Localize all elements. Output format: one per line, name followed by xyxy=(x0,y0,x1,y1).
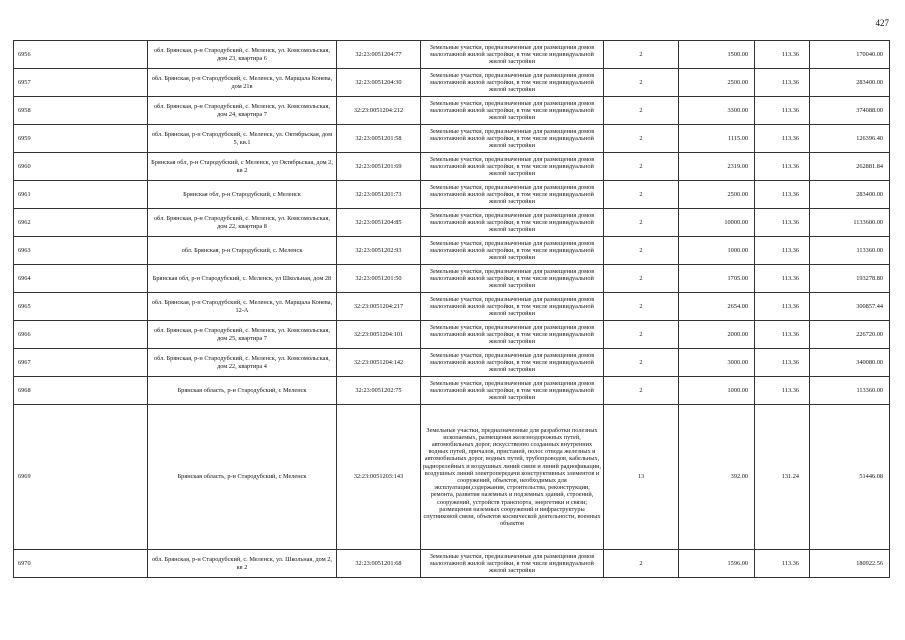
row-address: обл. Брянская, р-н Стародубский, с. Меленск, ул. Комсомольская, дом 25, квартира 7 xyxy=(148,321,337,349)
row-cadastral-value: 262881.84 xyxy=(810,153,890,181)
row-area: 2000.00 xyxy=(679,321,755,349)
row-cadastral-number: 32:23:0051204:85 xyxy=(337,209,421,237)
row-rate: 113.36 xyxy=(755,265,810,293)
table-row xyxy=(14,153,890,181)
row-number: 6956 xyxy=(14,41,148,69)
row-number: 6958 xyxy=(14,97,148,125)
row-address: Брянская обл, р-н Стародубский, с Меленск, ул Октябрьская, дом 2, кв 2 xyxy=(148,153,337,181)
row-address: Брянская обл, р-н Стародубский, с Меленск xyxy=(148,181,337,209)
row-cadastral-value: 126396.40 xyxy=(810,125,890,153)
row-land-use: Земельные участки, предназначенные для размещения домов малоэтажной жилой застройки, в том числе индивидуальной жилой застройки xyxy=(421,377,604,405)
table-row xyxy=(14,209,890,237)
row-cadastral-number: 32:23:0051201:69 xyxy=(337,153,421,181)
row-area: 2654.00 xyxy=(679,293,755,321)
row-rate: 113.36 xyxy=(755,181,810,209)
row-rate: 113.36 xyxy=(755,377,810,405)
row-cadastral-number: 32:23:0051201:50 xyxy=(337,265,421,293)
row-cadastral-value: 300857.44 xyxy=(810,293,890,321)
row-area: 1000.00 xyxy=(679,377,755,405)
row-number: 6969 xyxy=(14,405,148,550)
row-number: 6957 xyxy=(14,69,148,97)
row-group: 2 xyxy=(604,349,679,377)
row-address: обл. Брянская, р-н Стародубский, с. Меленск, ул. Октябрьская, дом 5, кв.1 xyxy=(148,125,337,153)
row-group: 2 xyxy=(604,550,679,578)
table-row xyxy=(14,125,890,153)
row-cadastral-number: 32:23:0051203:143 xyxy=(337,405,421,550)
table-row xyxy=(14,237,890,265)
row-land-use: Земельные участки, предназначенные для размещения домов малоэтажной жилой застройки, в том числе индивидуальной жилой застройки xyxy=(421,349,604,377)
row-cadastral-value: 226720.00 xyxy=(810,321,890,349)
row-address: Брянская обл, р-н Стародубский, с. Меленск, ул Школьная, дом 28 xyxy=(148,265,337,293)
row-land-use: Земельные участки, предназначенные для размещения домов малоэтажной жилой застройки, в том числе индивидуальной жилой застройки xyxy=(421,321,604,349)
row-cadastral-number: 32:23:0051204:142 xyxy=(337,349,421,377)
row-group: 2 xyxy=(604,69,679,97)
row-area: 1705.00 xyxy=(679,265,755,293)
row-area: 392.00 xyxy=(679,405,755,550)
row-cadastral-value: 193278.80 xyxy=(810,265,890,293)
row-number: 6968 xyxy=(14,377,148,405)
row-land-use: Земельные участки, предназначенные для размещения домов малоэтажной жилой застройки, в том числе индивидуальной жилой застройки xyxy=(421,265,604,293)
row-group: 13 xyxy=(604,405,679,550)
row-cadastral-value: 51446.08 xyxy=(810,405,890,550)
row-group: 2 xyxy=(604,181,679,209)
row-area: 2500.00 xyxy=(679,181,755,209)
table-row xyxy=(14,550,890,578)
row-cadastral-value: 283400.00 xyxy=(810,69,890,97)
row-cadastral-number: 32:23:0051202:75 xyxy=(337,377,421,405)
row-rate: 113.36 xyxy=(755,293,810,321)
row-rate: 113.36 xyxy=(755,153,810,181)
row-address: обл. Брянская, р-н Стародубский, с. Меленск, ул. Комсомольская, дом 23, квартира 6 xyxy=(148,41,337,69)
table-row xyxy=(14,293,890,321)
row-number: 6963 xyxy=(14,237,148,265)
row-area: 2500.00 xyxy=(679,69,755,97)
row-rate: 113.36 xyxy=(755,321,810,349)
row-rate: 113.36 xyxy=(755,209,810,237)
row-address: обл. Брянская, р-н Стародубский, с. Меленск xyxy=(148,237,337,265)
row-group: 2 xyxy=(604,265,679,293)
row-group: 2 xyxy=(604,321,679,349)
row-rate: 113.36 xyxy=(755,349,810,377)
row-area: 1115.00 xyxy=(679,125,755,153)
row-cadastral-value: 283400.00 xyxy=(810,181,890,209)
row-rate: 113.36 xyxy=(755,97,810,125)
row-rate: 113.36 xyxy=(755,69,810,97)
row-address: обл. Брянская, р-н Стародубский, с. Меленск, ул. Комсомольская, дом 24, квартира 7 xyxy=(148,97,337,125)
row-address: обл. Брянская, р-н Стародубский, с. Меленск, ул. Школьная, дом 2, кв 2 xyxy=(148,550,337,578)
row-land-use: Земельные участки, предназначенные для размещения домов малоэтажной жилой застройки, в том числе индивидуальной жилой застройки xyxy=(421,550,604,578)
row-rate: 131.24 xyxy=(755,405,810,550)
row-cadastral-number: 32:23:0051204:101 xyxy=(337,321,421,349)
row-cadastral-number: 32:23:0051204:30 xyxy=(337,69,421,97)
row-cadastral-value: 113360.00 xyxy=(810,237,890,265)
row-cadastral-number: 32:23:0051204:77 xyxy=(337,41,421,69)
row-number: 6964 xyxy=(14,265,148,293)
row-rate: 113.36 xyxy=(755,125,810,153)
row-address: обл. Брянская, р-н Стародубский, с. Меленск, ул. Комсомольская, дом 22, квартира 4 xyxy=(148,349,337,377)
table-row xyxy=(14,41,890,69)
row-cadastral-value: 113360.00 xyxy=(810,377,890,405)
row-rate: 113.36 xyxy=(755,550,810,578)
table-row xyxy=(14,97,890,125)
row-cadastral-value: 374088.00 xyxy=(810,97,890,125)
row-cadastral-value: 340080.00 xyxy=(810,349,890,377)
row-land-use: Земельные участки, предназначенные для размещения домов малоэтажной жилой застройки, в том числе индивидуальной жилой застройки xyxy=(421,125,604,153)
row-cadastral-number: 32:23:0051201:58 xyxy=(337,125,421,153)
row-cadastral-value: 170040.00 xyxy=(810,41,890,69)
row-cadastral-number: 32:23:0051201:73 xyxy=(337,181,421,209)
table-row xyxy=(14,349,890,377)
row-number: 6970 xyxy=(14,550,148,578)
row-group: 2 xyxy=(604,293,679,321)
row-area: 1500.00 xyxy=(679,41,755,69)
row-group: 2 xyxy=(604,41,679,69)
row-address: Брянская область, р-н Стародубский, с Меленск xyxy=(148,405,337,550)
row-group: 2 xyxy=(604,153,679,181)
table-row xyxy=(14,69,890,97)
page-number: 427 xyxy=(875,18,889,28)
row-number: 6965 xyxy=(14,293,148,321)
row-land-use: Земельные участки, предназначенные для размещения домов малоэтажной жилой застройки, в том числе индивидуальной жилой застройки xyxy=(421,293,604,321)
row-land-use: Земельные участки, предназначенные для размещения домов малоэтажной жилой застройки, в том числе индивидуальной жилой застройки xyxy=(421,97,604,125)
cadastral-value-table xyxy=(13,40,890,578)
row-area: 10000.00 xyxy=(679,209,755,237)
row-number: 6967 xyxy=(14,349,148,377)
row-cadastral-number: 32:23:0051201:68 xyxy=(337,550,421,578)
table-row xyxy=(14,321,890,349)
row-cadastral-value: 180922.56 xyxy=(810,550,890,578)
row-group: 2 xyxy=(604,237,679,265)
row-land-use: Земельные участки, предназначенные для размещения домов малоэтажной жилой застройки, в том числе индивидуальной жилой застройки xyxy=(421,41,604,69)
row-land-use: Земельные участки, предназначенные для размещения домов малоэтажной жилой застройки, в том числе индивидуальной жилой застройки xyxy=(421,237,604,265)
row-land-use: Земельные участки, предназначенные для размещения домов малоэтажной жилой застройки, в том числе индивидуальной жилой застройки xyxy=(421,181,604,209)
row-number: 6960 xyxy=(14,153,148,181)
row-land-use: Земельные участки, предназначенные для разработки полезных ископаемых, размещения железнодорожных путей, автомобильных дорог, искусственно созданных внутренних водных путей, причалов, пристаней, полос отвода железных и автомобильных дорог, водных путей, трубопроводов, кабельных, радиорелейных и воздушных линий связи и линий радиофикации, воздушных линий электропередачи конструктивных элементов и сооружений, объектов, необходимых для эксплуатации,содержания, строительства, реконструкции, ремонта, развития наземных и подземных зданий, строений, сооружений, устройств транспорта, энергетики и связи; размещения наземных сооружений и инфраструктуры спутниковой связи, объектов космической деятельности, военных объектов xyxy=(421,405,604,550)
row-area: 1596.00 xyxy=(679,550,755,578)
row-group: 2 xyxy=(604,125,679,153)
row-area: 1000.00 xyxy=(679,237,755,265)
row-rate: 113.36 xyxy=(755,237,810,265)
row-cadastral-number: 32:23:0051202:93 xyxy=(337,237,421,265)
row-group: 2 xyxy=(604,209,679,237)
row-address: обл. Брянская, р-н Стародубский, с. Меленск, ул. Комсомольская, дом 22, квартира 8 xyxy=(148,209,337,237)
table-row xyxy=(14,405,890,550)
row-cadastral-value: 1133600.00 xyxy=(810,209,890,237)
table-body xyxy=(14,41,890,578)
row-address: обл. Брянская, р-н Стародубский, с. Меленск, ул. Марщала Конева, дом 21в xyxy=(148,69,337,97)
row-cadastral-number: 32:23:0051204:212 xyxy=(337,97,421,125)
row-land-use: Земельные участки, предназначенные для размещения домов малоэтажной жилой застройки, в том числе индивидуальной жилой застройки xyxy=(421,69,604,97)
row-group: 2 xyxy=(604,97,679,125)
row-area: 2319.00 xyxy=(679,153,755,181)
row-number: 6966 xyxy=(14,321,148,349)
table-row xyxy=(14,265,890,293)
row-address: обл. Брянская, р-н Стародубский, с. Меленск, ул. Марщала Конева, 12-А xyxy=(148,293,337,321)
row-land-use: Земельные участки, предназначенные для размещения домов малоэтажной жилой застройки, в том числе индивидуальной жилой застройки xyxy=(421,209,604,237)
table-row xyxy=(14,181,890,209)
row-rate: 113.36 xyxy=(755,41,810,69)
row-number: 6961 xyxy=(14,181,148,209)
row-number: 6962 xyxy=(14,209,148,237)
row-land-use: Земельные участки, предназначенные для размещения домов малоэтажной жилой застройки, в том числе индивидуальной жилой застройки xyxy=(421,153,604,181)
row-area: 3300.00 xyxy=(679,97,755,125)
row-area: 3000.00 xyxy=(679,349,755,377)
row-group: 2 xyxy=(604,377,679,405)
row-number: 6959 xyxy=(14,125,148,153)
table-row xyxy=(14,377,890,405)
row-cadastral-number: 32:23:0051204:217 xyxy=(337,293,421,321)
row-address: Брянская область, р-н Стародубский, с Меленск xyxy=(148,377,337,405)
